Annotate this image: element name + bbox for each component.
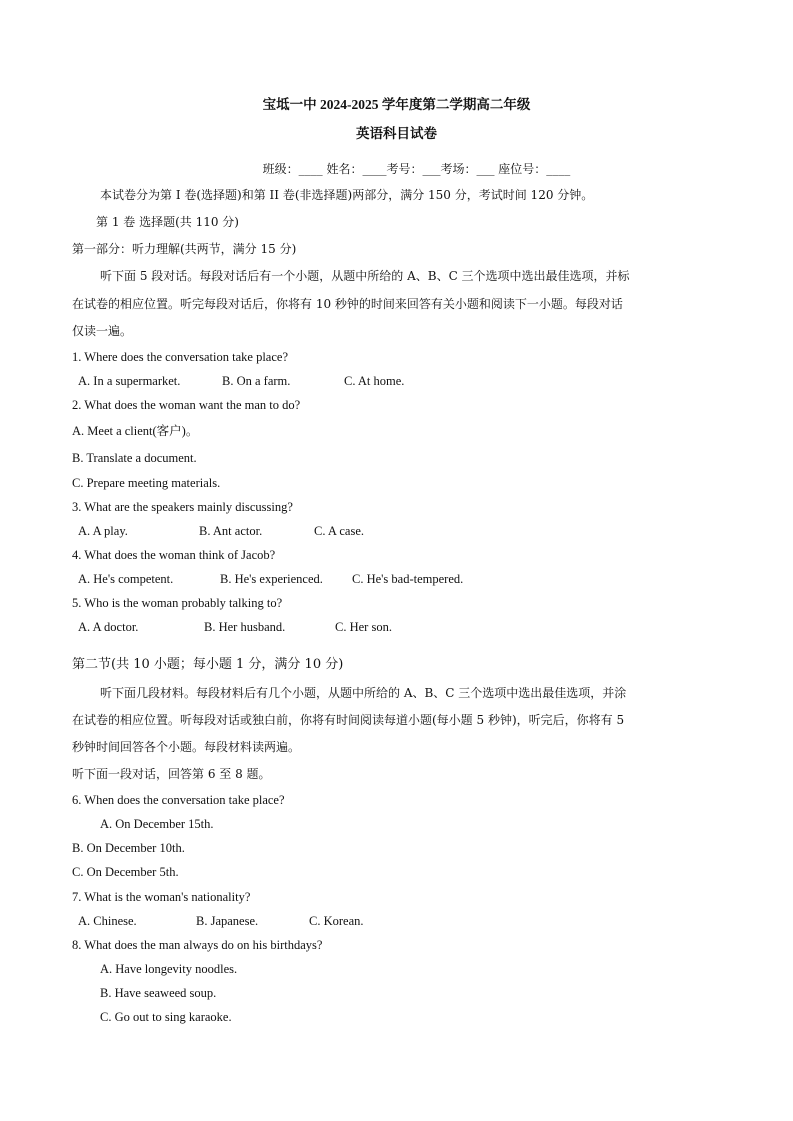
subject-title: 英语科目试卷 (356, 126, 437, 141)
exam-note: 本试卷分为第 I 卷(选择题)和第 II 卷(非选择题)两部分，满分 150 分，考试时间 120 分钟。 (100, 188, 594, 202)
section2-intro-line1: 听下面几段材料。每段材料后有几个小题，从题中所给的 A、B、C 三个选项中选出最佳选项，并涂 (100, 686, 627, 700)
question-6-option-b: B. On December 10th. (72, 841, 185, 855)
option-b: B. On a farm. (222, 374, 291, 388)
question-6-option-a: A. On December 15th. (100, 817, 214, 831)
section1-intro-line2: 在试卷的相应位置。听完每段对话后，你将有 10 秒钟的时间来回答有关小题和阅读下一小题。每段对话 (72, 297, 623, 311)
question-5-options (78, 619, 392, 635)
question-8-option-b: B. Have seaweed soup. (100, 986, 217, 1000)
question-3: 3. What are the speakers mainly discussing? (72, 500, 293, 514)
volume-title: 第 1 卷 选择题(共 110 分) (96, 215, 239, 229)
option-c: C. At home. (344, 374, 405, 388)
question-6: 6. When does the conversation take place? (72, 793, 285, 807)
section2-title: 第二节(共 10 小题；每小题 1 分，满分 10 分) (72, 657, 344, 672)
question-8: 8. What does the man always do on his birthdays? (72, 938, 323, 952)
option-b: B. Her husband. (204, 620, 286, 634)
question-3-options (78, 523, 364, 539)
question-2: 2. What does the woman want the man to do? (72, 398, 301, 412)
dialog-note: 听下面一段对话，回答第 6 至 8 题。 (72, 767, 271, 781)
question-8-option-c: C. Go out to sing karaoke. (100, 1010, 232, 1024)
section1-intro-line1: 听下面 5 段对话。每段对话后有一个小题，从题中所给的 A、B、C 三个选项中选出最佳选项，并标 (100, 269, 630, 283)
option-b: B. Japanese. (196, 914, 259, 928)
option-a: A. He's competent. (78, 572, 174, 586)
question-2-option-b: B. Translate a document. (72, 451, 197, 465)
question-2-option-c: C. Prepare meeting materials. (72, 476, 221, 490)
option-b: B. Ant actor. (199, 524, 263, 538)
option-c: C. Korean. (309, 914, 364, 928)
student-info-line: 班级：____ 姓名：____考号：___考场：___ 座位号：____ (262, 162, 571, 176)
question-2-option-a: A. Meet a client(客户)。 (72, 424, 199, 438)
question-4-options (78, 571, 463, 587)
option-a: A. Chinese. (78, 914, 137, 928)
option-c: C. Her son. (335, 620, 392, 634)
section2-intro-line3: 秒钟时间回答各个小题。每段材料读两遍。 (72, 740, 301, 754)
option-a: A. A doctor. (78, 620, 139, 634)
section1-title: 第一部分：听力理解(共两节，满分 15 分) (72, 242, 297, 256)
option-c: C. He's bad-tempered. (352, 572, 464, 586)
section2-intro-line2: 在试卷的相应位置。听每段对话或独白前，你将有时间阅读每道小题(每小题 5 秒钟)，听完后，你将有 5 (72, 713, 625, 727)
option-c: C. A case. (314, 524, 364, 538)
question-8-option-a: A. Have longevity noodles. (100, 962, 238, 976)
section1-intro-line3: 仅读一遍。 (72, 324, 133, 338)
option-b: B. He's experienced. (220, 572, 323, 586)
question-4: 4. What does the woman think of Jacob? (72, 548, 276, 562)
question-1-options (78, 373, 404, 389)
exam-title: 宝坻一中 2024-2025 学年度第二学期高二年级 (262, 97, 531, 112)
question-1: 1. Where does the conversation take place? (72, 350, 288, 364)
question-7-options (78, 913, 364, 929)
question-7: 7. What is the woman's nationality? (72, 890, 251, 904)
option-a: A. In a supermarket. (78, 374, 181, 388)
option-a: A. A play. (78, 524, 128, 538)
question-5: 5. Who is the woman probably talking to? (72, 596, 283, 610)
question-6-option-c: C. On December 5th. (72, 865, 179, 879)
